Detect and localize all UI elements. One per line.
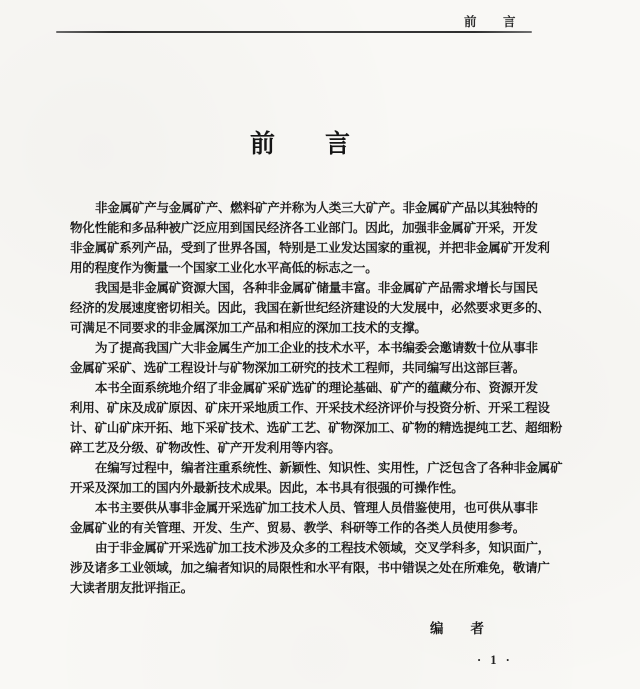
text-line: 经济的发展速度密切相关。因此，我国在新世纪经济建设的大发展中，必然要求更多的、 <box>70 301 550 315</box>
paragraph <box>70 458 563 498</box>
paragraph <box>70 198 560 278</box>
text-line: 计、矿山矿床开拓、地下采矿技术、选矿工艺、矿物深加工、矿物的精选提纯工艺、超细粉 <box>70 421 563 435</box>
text-line: 我国是非金属矿资源大国，各种非金属矿储量丰富。非金属矿产品需求增长与国民 <box>95 281 538 295</box>
text-line: 利用、矿床及成矿原因、矿床开采地质工作、开采技术经济评价与投资分析、开采工程设 <box>70 401 550 415</box>
text-line: 用的程度作为衡量一个国家工业化水平高低的标志之一。 <box>70 261 378 275</box>
paragraph <box>70 378 563 458</box>
text-line: 非金属矿产与金属矿产、燃料矿产并称为人类三大矿产。非金属矿产品以其独特的 <box>95 201 538 215</box>
paragraph <box>70 498 560 538</box>
text-line: 金属矿采矿、选矿工程设计与矿物深加工研究的技术工程师，共同编写出这部巨著。 <box>70 361 526 375</box>
author-signature: 编 者 <box>430 621 484 636</box>
text-line: 在编写过程中，编者注重系统性、新颖性、知识性、实用性，广泛包含了各种非金属矿 <box>95 461 563 475</box>
text-line: 金属矿业的有关管理、开发、生产、贸易、教学、科研等工作的各类人员使用参考。 <box>70 521 526 535</box>
text-line: 物化性能和多品种被广泛应用到国民经济各工业部门。因此，加强非金属矿开采，开发 <box>70 221 538 235</box>
running-header: 前 言 <box>464 15 517 29</box>
text-line: 碎工艺及分级、矿物改性、矿产开发利用等内容。 <box>70 441 341 455</box>
text-line: 开采及深加工的国内外最新技术成果。因此，本书具有很强的可操作性。 <box>70 481 464 495</box>
text-line: 本书全面系统地介绍了非金属矿采矿选矿的理论基础、矿产的蕴藏分布、资源开发 <box>95 381 538 395</box>
text-line: 非金属矿系列产品，受到了世界各国，特别是工业发达国家的重视，并把非金属矿开发利 <box>70 241 550 255</box>
page-title: 前 言 <box>249 131 350 158</box>
header-rule <box>56 31 532 33</box>
text-line: 涉及诸多工业领域，加之编者知识的局限性和水平有限，书中错误之处在所难免，敬请广 <box>70 561 550 575</box>
text-line: 可满足不同要求的非金属深加工产品和相应的深加工技术的支撑。 <box>70 321 427 335</box>
text-line: 由于非金属矿开采选矿加工技术涉及众多的工程技术领域，交叉学科多，知识面广， <box>95 541 551 555</box>
paragraph <box>70 538 560 598</box>
page-number: · 1 · <box>477 653 513 667</box>
text-line: 为了提高我国广大非金属生产加工企业的技术水平，本书编委会邀请数十位从事非 <box>95 341 538 355</box>
text-line: 本书主要供从事非金属开采选矿加工技术人员、管理人员借鉴使用，也可供从事非 <box>95 501 538 515</box>
preface-body <box>70 198 563 598</box>
paragraph <box>70 338 560 378</box>
text-line: 大读者朋友批评指正。 <box>70 581 194 595</box>
paragraph <box>70 278 560 338</box>
